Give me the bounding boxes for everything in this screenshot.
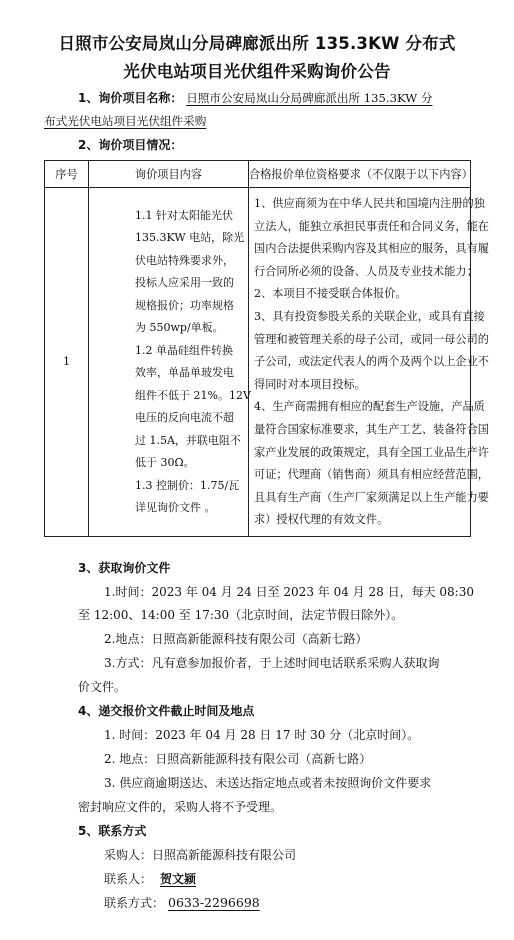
- content-line: 电压的反向电流不超: [135, 411, 234, 425]
- requirement-line: 1、供应商须为在中华人民共和国境内注册的独: [254, 197, 485, 210]
- section3-line-5: 价文件。: [78, 680, 127, 694]
- requirement-line: 2、本项目不接受联合体报价。: [254, 287, 407, 301]
- section3-heading: 3、获取询价文件: [78, 561, 171, 575]
- phone-label: 联系方式：: [104, 896, 165, 910]
- header-no: 序号: [45, 161, 89, 188]
- purchaser-label: 采购人：: [104, 848, 153, 862]
- requirements-table: [44, 160, 489, 537]
- requirement-line: 得同时对本项目投标。: [254, 377, 366, 391]
- project-name-line-1: 日照市公安局岚山分局碑廊派出所 135.3KW 分: [186, 91, 433, 105]
- contact-row: [104, 868, 204, 890]
- title-line-2: 光伏电站项目光伏组件采购询价公告: [123, 62, 391, 81]
- row-number: 1: [45, 188, 89, 537]
- requirement-line: 子公司，或法定代表人的两个及两个以上企业不: [254, 355, 489, 369]
- section1-row: [78, 87, 432, 109]
- purchaser-value: 日照高新能源科技有限公司: [152, 848, 297, 862]
- requirement-line: 管理和被管理关系的母子公司，或同一母公司的: [254, 332, 489, 346]
- purchaser-row: [104, 844, 296, 866]
- requirements-cell: [249, 188, 489, 537]
- requirement-line: 国内合法提供采购内容及其相应的服务，具有履: [254, 242, 489, 256]
- header-content: 询价项目内容: [89, 161, 249, 188]
- section4-line-2: 2. 地点：日照高新能源科技有限公司（高新七路）: [104, 752, 372, 766]
- requirement-line: 3、具有投资参股关系的关联企业，或具有直接: [254, 309, 485, 323]
- content-line: 规格报价；功率规格: [135, 298, 234, 312]
- section3-line-1: 1.时间：2023 年 04 月 24 日至 2023 年 04 月 28 日，每天 08:30: [104, 585, 474, 599]
- section3-line-3: 2.地点：日照高新能源科技有限公司（高新七路）: [104, 632, 368, 646]
- content-line: 1.3 控制价：1.75/瓦: [135, 478, 240, 492]
- content-line: 投标人应采用一致的: [135, 276, 234, 290]
- phone-value: 0633-2296698: [168, 895, 260, 910]
- contact-value: 贺文颍: [160, 872, 197, 886]
- project-name-line-2: 布式光伏电站项目光伏组件采购: [44, 114, 207, 128]
- content-line: 为 550wp/单板。: [135, 321, 224, 335]
- phone-row: [104, 892, 260, 914]
- content-line: 过 1.5A，并联电阻不: [135, 433, 241, 447]
- title-line-1: 日照市公安局岚山分局碑廊派出所 135.3KW 分布式: [58, 34, 456, 53]
- requirement-line: 求）授权代理的有效文件。: [254, 513, 389, 527]
- content-line: 效率，单晶单玻发电: [135, 366, 234, 380]
- content-cell: [89, 188, 249, 537]
- requirement-line: 4、生产商需拥有相应的配套生产设施，产品质: [254, 400, 485, 414]
- section4-line-3: 3. 供应商逾期送达、未送达指定地点或者未按照询价文件要求: [104, 776, 432, 790]
- requirement-line: 量符合国家标准要求，其生产工艺、装备符合国: [254, 422, 489, 436]
- content-line: 135.3KW 电站，除光: [135, 231, 245, 245]
- requirement-line: 家产业发展的政策规定，具有全国工业品生产许: [254, 445, 489, 459]
- table-header-row: [45, 161, 471, 188]
- requirement-line: 行合同所必须的设备、人员及专业技术能力；: [254, 264, 478, 278]
- section4-line-1: 1. 时间：2023 年 04 月 28 日 17 时 30 分（北京时间）。: [104, 728, 420, 742]
- content-line: 低于 30Ω。: [135, 456, 195, 470]
- header-requirements: 合格报价单位资格要求（不仅限于以下内容）: [249, 161, 471, 188]
- content-line: 1.2 单晶硅组件转换: [135, 343, 233, 357]
- section5-heading: 5、联系方式: [78, 824, 147, 838]
- table-row: [45, 188, 471, 537]
- content-line: 详见询价文件 。: [135, 501, 216, 515]
- content-line: 组件不低于 21%。12V: [135, 388, 251, 402]
- section4-line-4: 密封响应文件的，采购人将不予受理。: [78, 800, 283, 814]
- content-line: 1.1 针对太阳能光伏: [135, 208, 233, 222]
- section2-heading: 2、询价项目情况：: [78, 138, 183, 152]
- requirement-line: 立法人，能独立承担民事责任和合同义务，能在: [254, 219, 489, 233]
- contact-label: 联系人：: [104, 872, 153, 886]
- section3-line-4: 3.方式：凡有意参加报价者，于上述时间电话联系采购人获取询: [104, 656, 440, 670]
- content-line: 伏电站特殊要求外，: [135, 253, 234, 267]
- section1-label: 1、询价项目名称：: [78, 91, 183, 105]
- section3-line-2: 至 12:00、14:00 至 17:30（北京时间，法定节假日除外）。: [78, 608, 404, 622]
- section4-heading: 4、递交报价文件截止时间及地点: [78, 704, 255, 718]
- requirement-line: 且具有生产商（生产厂家须满足以上生产能力要: [254, 490, 489, 504]
- requirement-line: 可证；代理商（销售商）须具有相应经营范围，: [254, 468, 489, 482]
